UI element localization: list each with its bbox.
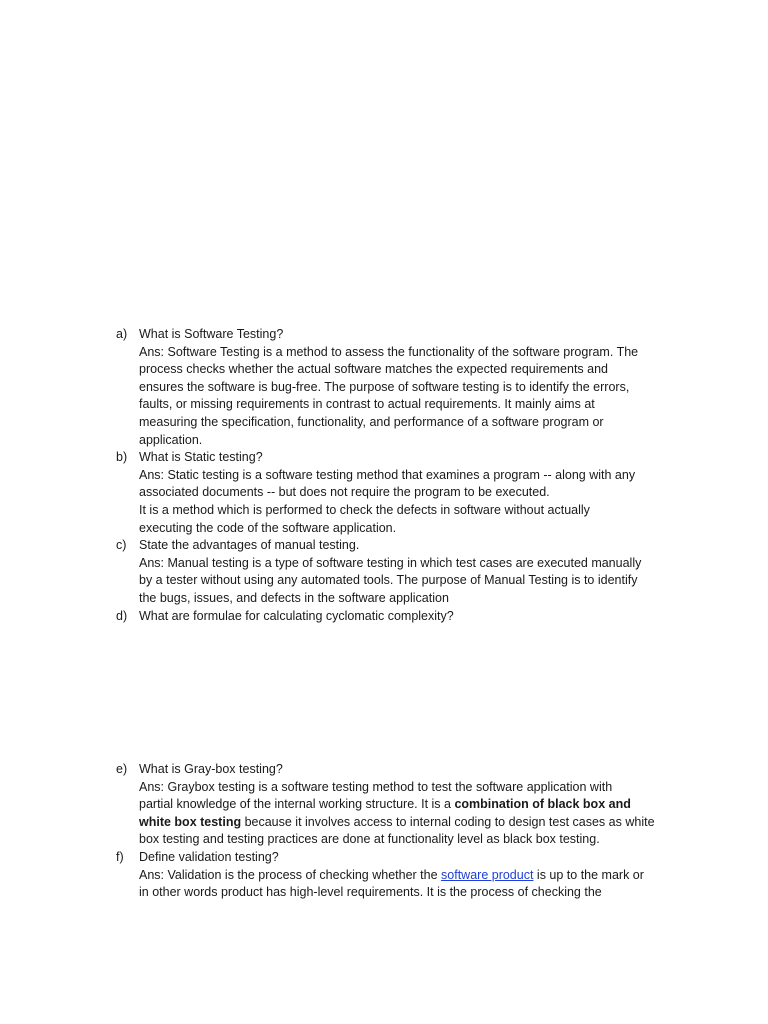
answer-text: partial knowledge of the internal working structure. It is a bbox=[139, 797, 455, 812]
answer-line bbox=[139, 796, 676, 814]
answer-line: application. bbox=[139, 432, 203, 447]
answer-line: faults, or missing requirements in contrast to actual requirements. It mainly aims at bbox=[139, 397, 595, 412]
item-marker: f) bbox=[116, 849, 124, 864]
question-text: Define validation testing? bbox=[139, 849, 279, 864]
bold-phrase: combination of black box and bbox=[454, 797, 631, 812]
answer-line bbox=[139, 867, 676, 885]
item-marker: b) bbox=[116, 450, 128, 465]
item-marker: e) bbox=[116, 762, 128, 776]
question-text: State the advantages of manual testing. bbox=[139, 538, 360, 553]
qa-item bbox=[116, 537, 676, 607]
answer-text: because it involves access to internal coding to design test cases as white bbox=[241, 814, 655, 829]
question-text: What is Software Testing? bbox=[139, 327, 284, 341]
software-product-link[interactable]: software product bbox=[441, 867, 534, 882]
qa-item bbox=[116, 326, 676, 449]
answer-line bbox=[139, 814, 676, 832]
answer-line: It is a method which is performed to check the defects in software without actually bbox=[139, 502, 590, 517]
answer-line: the bugs, issues, and defects in the software application bbox=[139, 590, 449, 605]
qa-list-top bbox=[116, 326, 676, 625]
question-text: What is Gray-box testing? bbox=[139, 762, 283, 776]
answer-text: Ans: Validation is the process of checking whether the bbox=[139, 867, 442, 882]
answer-line: measuring the specification, functionality, and performance of a software program or bbox=[139, 414, 604, 429]
answer-line: associated documents -- but does not require the program to be executed. bbox=[139, 485, 550, 500]
bold-phrase: white box testing bbox=[139, 814, 242, 829]
answer-line: process checks whether the actual software matches the expected requirements and bbox=[139, 362, 609, 377]
answer-line: Ans: Graybox testing is a software testing method to test the software application with bbox=[139, 779, 613, 794]
answer-line: Ans: Static testing is a software testing method that examines a program -- along with any bbox=[139, 467, 636, 482]
question-text: What is Static testing? bbox=[139, 450, 263, 465]
answer-line: Ans: Manual testing is a type of software testing in which test cases are executed manually bbox=[139, 555, 642, 570]
answer-line: executing the code of the software application. bbox=[139, 520, 397, 535]
qa-item bbox=[116, 608, 676, 626]
qa-item-f bbox=[116, 849, 676, 902]
item-marker: c) bbox=[116, 538, 127, 553]
answer-line: ensures the software is bug-free. The purpose of software testing is to identify the errors, bbox=[139, 379, 630, 394]
answer-line: box testing and testing practices are done at functionality level as black box testing. bbox=[139, 832, 600, 847]
qa-item bbox=[116, 449, 676, 537]
qa-item-e bbox=[116, 761, 676, 849]
question-text: What are formulae for calculating cyclomatic complexity? bbox=[139, 608, 454, 623]
answer-line: in other words product has high-level requirements. It is the process of checking the bbox=[139, 885, 602, 900]
answer-text: is up to the mark or bbox=[533, 867, 644, 882]
answer-line: by a tester without using any automated tools. The purpose of Manual Testing is to identify bbox=[139, 573, 638, 588]
qa-list-bottom bbox=[116, 761, 676, 902]
answer-line: Ans: Software Testing is a method to assess the functionality of the software program. The bbox=[139, 344, 639, 359]
item-marker: a) bbox=[116, 327, 128, 341]
item-marker: d) bbox=[116, 608, 128, 623]
